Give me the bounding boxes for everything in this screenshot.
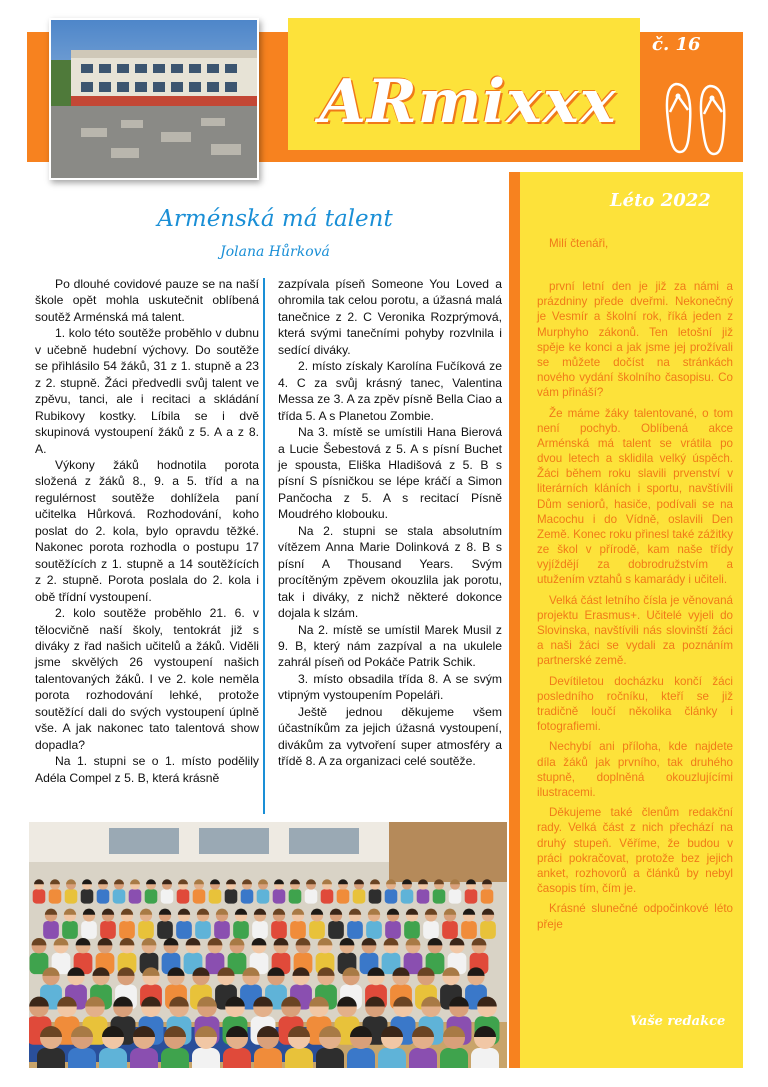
flip-flops-icon xyxy=(662,80,732,156)
article-paragraph: Výkony žáků hodnotila porota složená z žáků 8., 9. a 5. tříd a na regulérnost soutěže dohlížela paní učitelka Hůrková. Rozhodování, koho poslat do 2. kola, bylo opravdu těžké. Nakonec porota rozhodla o postupu 17 soutěžících z 1. stupně a 14 soutěžících z 2. stupně. Porota poslala do 2. kola i obě třídní vystoupení. xyxy=(35,457,259,604)
article-column-2 xyxy=(278,276,502,770)
audience-photo xyxy=(29,822,507,1068)
editorial-paragraph: Velká část letního čísla je věnovaná projektu Erasmus+. Učitelé vyjeli do Slovinska, navštívili nás slovinští žáci a naši žáci se vydali za poznáním partnerské země. xyxy=(537,593,733,668)
editorial-paragraph: Že máme žáky talentované, o tom není pochyb. Oblíbená akce Arménská má talent se vrátila po dvou letech a sklidila velký úspěch. Žáci během roku slavili prvenství v literárních kláních i sportu, navštívili Dům seniorů, hasiče, podívali se na Macochu i do Vídně, oslavili Den Země. Konec roku přinesl také zážitky ze škol v přírodě, kam naše třídy vyjíždějí za dobrodružstvím a utužením vztahů s kamarády i učiteli. xyxy=(537,406,733,587)
editorial-greeting: Milí čtenáři, xyxy=(549,237,609,250)
article-paragraph: Na 3. místě se umístili Hana Bierová a Lucie Šebestová z 5. A s písní Buchet je spousta, Eliška Hladišová z 5. B s písní S písničkou se lépe kráčí a Simon Pančocha z 5. A s recitací Písně Moudrého klobouku. xyxy=(278,425,502,522)
article-paragraph: zazpívala píseň Someone You Loved a ohromila tak celou porotu, a úžasná malá tanečnice z 2. C Veronika Rozprýmová, která svými tanečními pohyby rozvlnila i sedící diváky. xyxy=(278,277,502,357)
article-paragraph: 2. místo získaly Karolína Fučíková ze 4. C za svůj krásný tanec, Valentina Messa ze 3. A za zpěv písně Bella Ciao a třída 5. A s Planetou Zombie. xyxy=(278,359,502,423)
editorial-paragraph: Devítiletou docházku končí žáci posledního ročníku, kteří se již tradičně loučí několika články i fotografiemi. xyxy=(537,674,733,734)
editorial-signoff: Vaše redakce xyxy=(630,1014,726,1029)
article-paragraph: Na 2. místě se umístil Marek Musil z 9. B, který nám zazpíval a na ukulele zahrál píseň od Pokáče Patrik Schik. xyxy=(278,622,502,670)
school-building-photo xyxy=(49,18,259,180)
editorial-paragraph: Krásné slunečné odpočinkové léto přeje xyxy=(537,902,733,931)
article-headline: Arménská má talent xyxy=(157,206,393,232)
issue-number: č. 16 xyxy=(652,34,701,55)
article-paragraph: Na 1. stupni se o 1. místo podělily Adéla Compel z 5. B, která krásně xyxy=(35,754,259,785)
article-paragraph: Po dlouhé covidové pauze se na naší škole opět mohla uskutečnit oblíbená soutěž Arménská má talent. xyxy=(35,277,259,324)
editorial-text xyxy=(537,236,733,937)
article-paragraph: Ještě jednou děkujeme všem účastníkům za jejich úžasná vystoupení, divákům za vytvoření super atmosféry a třídě 8. A za organizaci celé soutěže. xyxy=(278,704,502,769)
article-column-1 xyxy=(35,276,259,786)
column-divider xyxy=(263,278,265,814)
editorial-paragraph: Děkujeme také členům redakční rady. Velká část z nich přechází na druhý stupeň. Věříme, že budou v práci pokračovat, protože bez jejich anket, rozhovorů a článků by nebyl časopis tím, čím je. xyxy=(537,806,733,896)
season-label: Léto 2022 xyxy=(610,190,711,211)
article-author: Jolana Hůrková xyxy=(220,244,330,260)
article-paragraph: 3. místo obsadila třída 8. A se svým vtipným vystoupením Popeláři. xyxy=(278,671,502,703)
magazine-logo: ARmixxx xyxy=(319,67,617,137)
article-paragraph: Na 2. stupni se stala absolutním vítězem Anna Marie Dolinková z 8. B s písní A Thousand Years. Svým procítěným zpěvem okouzlila jak porotu, tak i diváky, z nichž některé dokonce dojala k slzám. xyxy=(278,523,502,621)
editorial-paragraph: Nechybí ani příloha, kde najdete díla žáků jak prvního, tak druhého stupně, doplněná okouzlujícími ilustracemi. xyxy=(537,740,733,799)
article-paragraph: 2. kolo soutěže proběhlo 21. 6. v tělocvičně naší školy, tentokrát již s diváky z řad našich učitelů a žáků. Viděli jsme skvělých 26 vystoupení našich talentovaných žáků. I ve 2. kole neměla porota rozhodování lehké, protože soutěžící dali do svých vystoupení úplně vše. A jak nakonec tato talentová show dopadla? xyxy=(35,606,259,752)
article-paragraph: 1. kolo této soutěže proběhlo v dubnu v učebně hudební výchovy. Do soutěže se přihlásilo 54 žáků, 31 z 1. stupně a 23 z 2. stupně. Žáci předvedli svůj talent ve zpěvu, tanci, ale i recitaci a skládání Rubikovy kostky. Líbila se i dvě skupinová vystoupení žáků z 5. A a z 8. A. xyxy=(35,326,259,456)
editorial-paragraph: první letní den je již za námi a prázdniny přede dveřmi. Nekonečný je Vesmír a školní rok, říká jeden z Murphyho zákonů. Ten letošní již spěje ke konci a jak jsme jej prožívali se můžete dočíst na stránkách nového vydání školního časopisu. Co vám přináší? xyxy=(537,280,733,400)
